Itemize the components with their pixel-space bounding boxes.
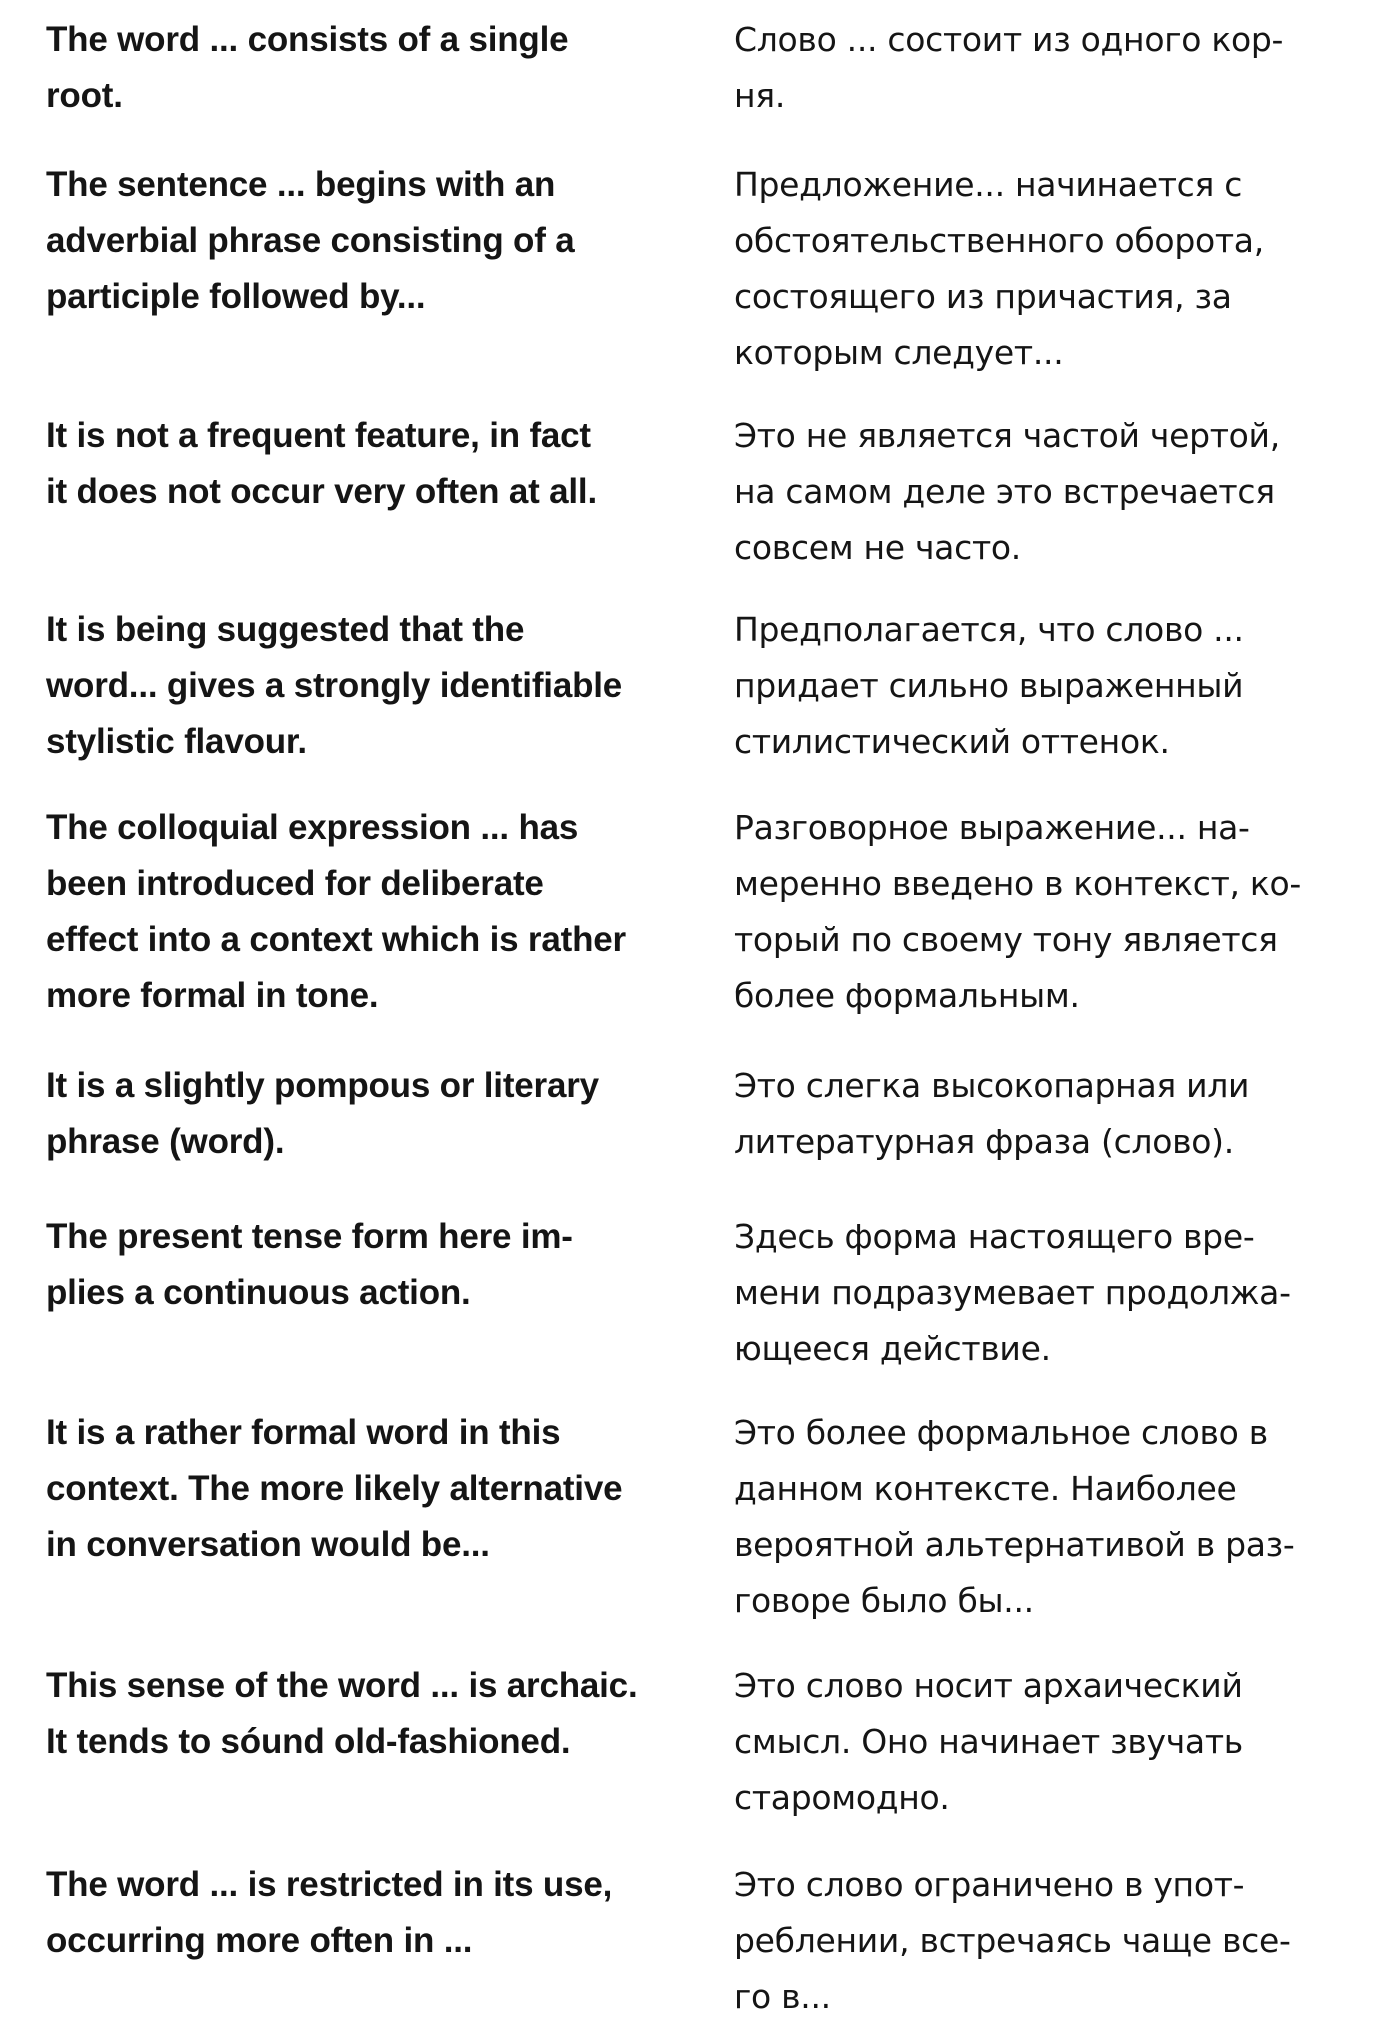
text-line: обстоятельственного оборота, (734, 221, 1264, 260)
text-line: The word ... consists of a single (46, 20, 569, 59)
text-line: it does not occur very often at all. (46, 472, 597, 511)
text-line: Предполагается, что слово ... (734, 610, 1244, 649)
text-line: литературная фраза (слово). (734, 1122, 1234, 1161)
russian-phrase (734, 157, 1364, 381)
text-line: in conversation would be... (46, 1525, 490, 1564)
english-phrase (46, 1857, 696, 1969)
text-line: более формальным. (734, 976, 1080, 1015)
text-line: It tends to sóund old-fashioned. (46, 1722, 571, 1761)
text-line: смысл. Оно начинает звучать (734, 1722, 1243, 1761)
russian-phrase (734, 800, 1364, 1024)
text-line: говоре было бы... (734, 1581, 1034, 1620)
english-phrase (46, 12, 696, 124)
text-line: Это не является частой чертой, (734, 416, 1280, 455)
text-line: Это слегка высокопарная или (734, 1066, 1250, 1105)
text-line: adverbial phrase consisting of a (46, 221, 575, 260)
text-line: phrase (word). (46, 1122, 285, 1161)
english-phrase (46, 602, 696, 770)
english-phrase (46, 408, 696, 520)
text-line: придает сильно выраженный (734, 666, 1244, 705)
text-line: context. The more likely alternative (46, 1469, 623, 1508)
text-line: plies a continuous action. (46, 1273, 471, 1312)
russian-phrase (734, 1209, 1364, 1377)
text-line: effect into a context which is rather (46, 920, 626, 959)
text-line: Это слово носит архаический (734, 1666, 1243, 1705)
russian-phrase (734, 602, 1364, 770)
text-line: Это слово ограничено в упот- (734, 1865, 1245, 1904)
text-line: The sentence ... begins with an (46, 165, 556, 204)
text-line: root. (46, 76, 123, 115)
russian-phrase (734, 1058, 1364, 1170)
english-phrase (46, 800, 696, 1024)
english-phrase (46, 1658, 696, 1770)
text-line: been introduced for deliberate (46, 864, 544, 903)
text-line: данном контексте. Наиболее (734, 1469, 1237, 1508)
text-line: го в... (734, 1977, 831, 2016)
text-line: Это более формальное слово в (734, 1413, 1268, 1452)
russian-phrase (734, 1658, 1364, 1826)
text-line: more formal in tone. (46, 976, 379, 1015)
english-phrase (46, 157, 696, 325)
text-line: It is a rather formal word in this (46, 1413, 561, 1452)
text-line: меренно введено в контекст, ко- (734, 864, 1302, 903)
text-line: стилистический оттенок. (734, 722, 1170, 761)
text-line: совсем не часто. (734, 528, 1021, 567)
text-line: occurring more often in ... (46, 1921, 473, 1960)
text-line: participle followed by... (46, 277, 426, 316)
text-line: вероятной альтернативой в раз- (734, 1525, 1295, 1564)
text-line: The word ... is restricted in its use, (46, 1865, 613, 1904)
text-line: It is being suggested that the (46, 610, 525, 649)
text-line: Предложение... начинается с (734, 165, 1243, 204)
russian-phrase (734, 1857, 1364, 2025)
text-line: ня. (734, 76, 786, 115)
text-line: stylistic flavour. (46, 722, 307, 761)
text-line: Здесь форма настоящего вре- (734, 1217, 1255, 1256)
text-line: реблении, встречаясь чаще все- (734, 1921, 1291, 1960)
text-line: старомодно. (734, 1778, 950, 1817)
text-line: It is a slightly pompous or literary (46, 1066, 599, 1105)
text-line: It is not a frequent feature, in fact (46, 416, 591, 455)
text-line: торый по своему тону является (734, 920, 1278, 959)
russian-phrase (734, 12, 1364, 124)
text-line: ющееся действие. (734, 1329, 1051, 1368)
text-line: The present tense form here im- (46, 1217, 573, 1256)
english-phrase (46, 1058, 696, 1170)
english-phrase (46, 1405, 696, 1573)
english-phrase (46, 1209, 696, 1321)
text-line: Слово ... состоит из одного кор- (734, 20, 1284, 59)
text-line: состоящего из причастия, за (734, 277, 1232, 316)
text-line: This sense of the word ... is archaic. (46, 1666, 638, 1705)
text-line: мени подразумевает продолжа- (734, 1273, 1291, 1312)
russian-phrase (734, 1405, 1364, 1629)
text-line: на самом деле это встречается (734, 472, 1275, 511)
russian-phrase (734, 408, 1364, 576)
text-line: The colloquial expression ... has (46, 808, 579, 847)
text-line: Разговорное выражение... на- (734, 808, 1250, 847)
text-line: которым следует... (734, 333, 1064, 372)
text-line: word... gives a strongly identifiable (46, 666, 623, 705)
